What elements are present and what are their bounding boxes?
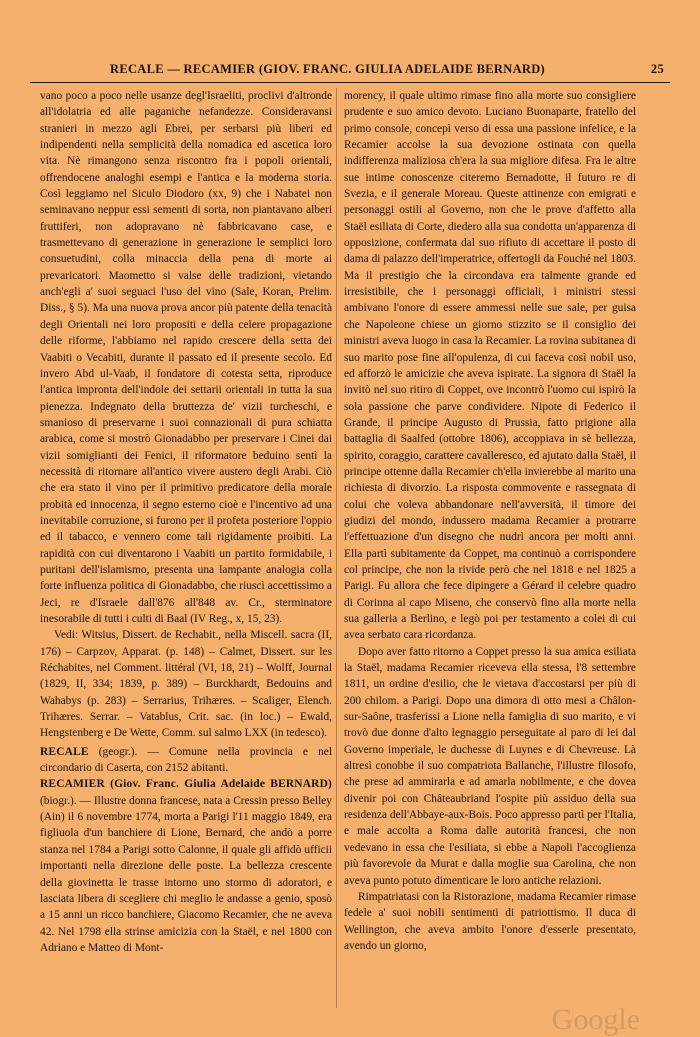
left-paragraph-1: vano poco a poco nelle usanze degl'Israeliti, proclivi d'altronde all'idolatria ed alle paganiche nefandezze. Consideravansi stranieri in mezzo agli Ebrei, per serbarsi più liberi ed indipendenti nella semplicità della nomadica ed ascetica loro vita. Nè rimangono senza riscontro fra i popoli orientali, offrendocene analoghi esempi e l'antica e la moderna storia. Così leggiamo nel Siculo Diodoro (xx, 9) che i Nabatei non seminavano neppur essi sementi di sorta, non piantavano alberi fruttiferi, non adopravano nè fabbricavano case, e trasmettevano di generazione in generazione le semplici loro consuetudini, colla minaccia della pena di morte ai prevaricatori. Maometto si valse delle tradizioni, vietando anch'egli a' suoi seguaci l'uso del vino (Sale, Koran, Prelim. Diss., § 5). Ma una nuova prova ancor più patente della tenacità degli Orientali nei loro propositi e della celere propagazione delle riforme, l'abbiamo nel rapido crescere della setta dei Vaabiti o Vecabiti, durante il passato ed il presente secolo. Ed invero Abd ul-Vaab, il fondatore di cotesta setta, riproduce l'antica impronta dell'indole dei settarii orientali in tutta la sua pienezza. Indegnato della bruttezza de' vizii turcheschi, e smanioso di preservarne i suoi connazionali di pura schiatta arabica, come si mostrò Gionadabbo per preservare i Cinei dai vizii somiglianti dei Fenici, il riformatore beduino sentì la necessità di ritornare all'antico vivere austero degli Arabi. Ciò che era stato il vino per il primitivo predicatore della morale probità ed innocenza, il segno esterno cioè e l'incentivo ad una inevitabile corruzione, si furono per il profeta posteriore l'oppio ed il tabacco, e vennero come tali rigidamente proibiti. La rapidità con cui diventarono i Vaabiti un partito formidabile, i puritani dell'islamismo, presenta una lampante analogia colla forte influenza politica di Gionadabbo, che riuscì accettissimo a Jeci, re d'Israele dall'876 all'848 av. Cr., sterminatore inesorabile di tutti i culti di Baal (IV Reg., x, 15, 23). xyxy=(40,90,332,625)
right-paragraph-1: morency, il quale ultimo rimase fino alla morte suo consigliere prudente e suo amico devoto. Luciano Buonaparte, fratello del primo console, concepì verso di essa una passione infelice, e la Recamier accolse la sua devozione ostinata con quella indifferenza maliziosa ch'era la sua migliore difesa. Fra le altre sue intime conoscenze citeremo Bernadotte, il futuro re di Svezia, e il generale Moreau. Queste attinenze con emigrati e personaggi ostili al Governo, non che le prove d'affetto alla Staël esiliata di Corte, diedero alla sua condotta un'apparenza di opposizione, confermata dal suo rifiuto di accettare il posto di dama di palazzo dell'imperatrice, offertogli da Fouché nel 1803. Ma il prestigio che la circondava era talmente grande ed irresistibile, che i personaggi officiali, i ministri stessi ambivano l'onore di essere ammessi nelle sue sale, per guisa che Napoleone chiese un giorno stizzito se il consiglio dei ministri aveva luogo in casa la Recamier. La rovina subitanea di suo marito pose fine all'opulenza, di cui faceva così nobil uso, ed afforzò le amicizie che aveva ispirate. La signora di Staël la invitò nel suo ritiro di Coppet, ove incontrò l'uomo cui ispirò la sola passione che parve condividere. Nipote di Federico il Grande, il principe Augusto di Prussia, fatto prigione alla battaglia di Saalfed (ottobre 1806), accoppiava in sè bellezza, spirito, coraggio, carattere cavalleresco, ed ajutato dalla Staël, il principe ottenne dalla Recamier ch'ella invierebbe al marito una richiesta di divorzio. La risposta commovente e rassegnata di colui che voleva abbandonare nell'avversità, il timore dei giudizi del mondo, indussero madama Recamier a protrarre l'effettuazione d'un disegno che nudrì ancora per molti anni. Ella partì subitamente da Coppet, ma continuò a corrispondere col principe, che non la rivide però che nel 1818 e nel 1825 a Parigi. Fu allora che fece dipingere a Gérard il celebre quadro di Corinna al capo Miseno, che conservò fino alla morte nella sua galleria a Berlino, e legò poi per testamento a colei di cui avea serbato cara ricordanza. xyxy=(344,90,636,642)
lemma-recale: RECALE xyxy=(40,745,89,758)
recamier-text: (biogr.). — Illustre donna francese, nata a Cressin presso Belley (Ain) il 6 novembre 1774, morta a Parigi l'11 maggio 1849, era figliuola d'un banchiere di Lione, Bernard, che andò a porre stanza nel 1784 a Parigi sotto Calonne, il quale gli affidò ufficii importanti nella direzione delle poste. La bellezza crescente della giovinetta le trasse intorno uno stormo di adoratori, e lasciata libera di scegliere chi meglio le andasse a genio, sposò a 15 anni un ricco banchiere, Giacomo Recamier, che ne aveva 42. Nel 1798 ella strinse amicizia con la Staël, e nel 1800 con Adriano e Matteo di Mont- xyxy=(40,794,332,954)
google-watermark: Google xyxy=(551,1003,640,1036)
page-number: 25 xyxy=(650,62,664,76)
entry-recale xyxy=(40,744,332,777)
entry-recamier xyxy=(40,776,332,956)
right-paragraph-3: Rimpatriatasi con la Ristorazione, madama Recamier rimase fedele a' suoi nobili sentimenti di patriottismo. Il duca di Wellington, che aveva ambito l'onore d'esserle presentato, avendo un giorno, xyxy=(344,890,636,952)
left-column xyxy=(40,88,332,956)
page-header xyxy=(32,58,668,80)
right-column xyxy=(344,88,636,954)
running-title: RECALE — RECAMIER (GIOV. FRANC. GIULIA ADELAIDE BERNARD) xyxy=(110,62,546,76)
column-divider xyxy=(336,88,337,1008)
bibliography-references: Vedi: Witsius, Dissert. de Rechabit., nella Miscell. sacra (II, 176) – Carpzov, Apparat. (p. 148) – Calmet, Dissert. sur les Réchabites, nel Comment. littéral (VI, 18, 21) – Wolff, Journal (1829, II, 334; 1839, p. 389) – Burckhardt, Bedouins and Wahabys (p. 283) – Serrarius, Trihæres. – Scaliger, Elench. Trihæres. Serrar. – Vatablus, Crit. sac. (in loc.) – Ewald, Hengstenberg e De Wette, Comm. sul salmo LXX (in tedesco). xyxy=(40,629,332,740)
right-paragraph-2: Dopo aver fatto ritorno a Coppet presso la sua amica esiliata la Staël, madama Recamier riceveva ella stessa, l'8 settembre 1811, un ordine d'esilio, che le vietava d'accostarsi per più di 200 chilom. a Parigi. Dopo una dimora di otto mesi a Châlon-sur-Saône, trasferissi a Lione nella famiglia di suo marito, e vi trovò due donne d'alto legnaggio perseguitate al paro di lei dal Governo imperiale, le duchesse di Luynes e di Chevreuse. Là altresì conobbe il suo compatriota Ballanche, l'illustre filosofo, che prese ad ammirarla e ad amarla nobilmente, e che dovea divenir poi con Châteaubriand l'ospite più assiduo della sua residenza dell'Abbaye-aux-Bois. Poco appresso partì per l'Italia, e male accolta a Roma dalle autorità francesi, che non vedevano in essa che l'esiliata, si ebbe a Napoli l'accoglienza più favorevole da Murat e dalla moglie sua Carolina, che non aveva punto potuto dimenticare le loro antiche relazioni. xyxy=(344,645,636,887)
header-rule xyxy=(30,82,670,83)
lemma-recamier: RECAMIER (Giov. Franc. Giulia Adelaide BERNARD) xyxy=(40,778,332,791)
recale-text: (geogr.). — Comune nella provincia e nel circondario di Caserta, con 2152 abitanti. xyxy=(40,745,332,775)
